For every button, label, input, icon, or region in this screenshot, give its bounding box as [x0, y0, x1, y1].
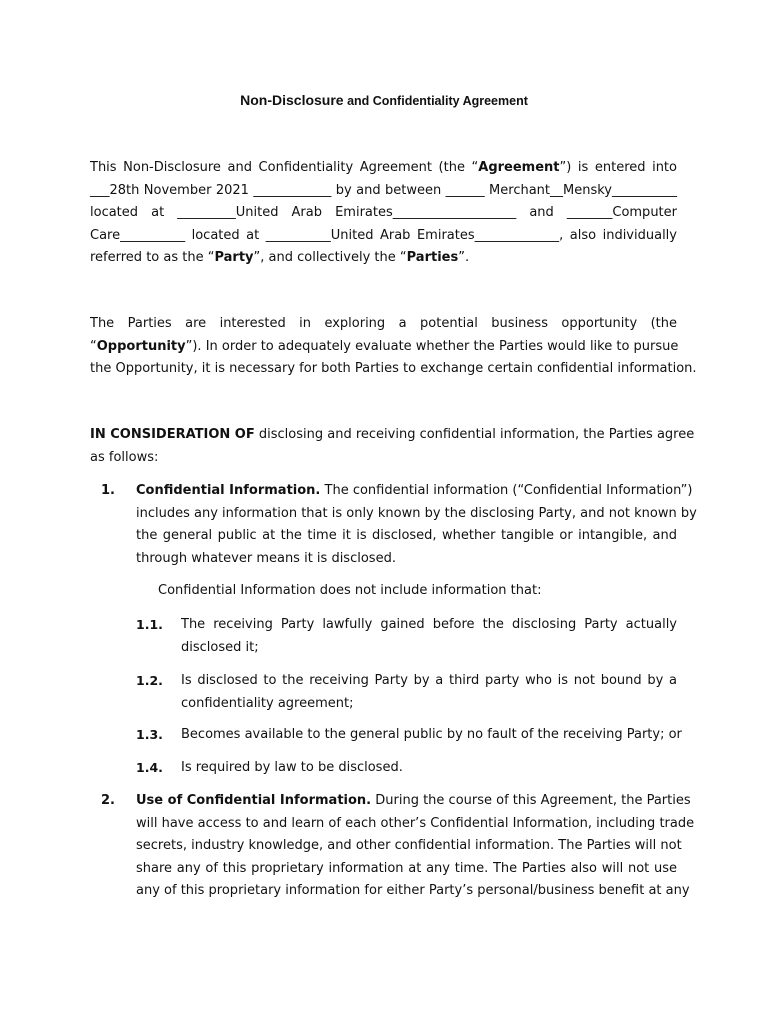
clause-1-4-number: 1.4.: [136, 760, 163, 775]
opportunity-line-1: The Parties are interested in exploring a potential business opportunity (the: [90, 316, 677, 331]
document-title: [0, 92, 768, 108]
section-2-body: [136, 790, 695, 903]
clause-1-2: [181, 670, 677, 715]
consideration-line-1: [90, 424, 695, 447]
section-1-line-4: through whatever means it is disclosed.: [136, 550, 396, 566]
section-1-line-1: [136, 480, 693, 503]
section-2-line-1: [136, 790, 691, 813]
clause-1-2-line-1: Is disclosed to the receiving Party by a third party who is not bound by a: [181, 673, 677, 688]
consideration-line-2: as follows:: [90, 449, 159, 465]
intro-text-c: ”) is entered into: [559, 160, 677, 175]
opportunity-line-2: [90, 336, 677, 359]
opportunity-quote-open: “: [90, 338, 97, 354]
opportunity-line-3: the Opportunity, it is necessary for both Parties to exchange certain confidential information.: [90, 361, 697, 376]
section-2-line-5: any of this proprietary information for either Party’s personal/business benefit at any: [136, 883, 690, 898]
intro-text-a: This Non-Disclosure and Confidentiality Agreement (the “: [90, 160, 479, 175]
intro-line-2: ___28th November 2021 ____________ by and between ______ Merchant__Mensky__________: [90, 182, 677, 198]
consideration-heading: IN CONSIDERATION OF: [90, 427, 255, 442]
section-2-line-3: secrets, industry knowledge, and other confidential information. The Parties will not: [136, 838, 682, 853]
consideration-paragraph: [90, 424, 695, 469]
intro-line-1: [90, 157, 677, 180]
opportunity-paragraph: [90, 313, 697, 381]
clause-1-1-line-1: The receiving Party lawfully gained before the disclosing Party actually: [181, 617, 677, 632]
agreement-term: Agreement: [478, 160, 560, 175]
parties-term: Parties: [406, 250, 459, 265]
intro-text-5a: referred to as the “: [90, 250, 215, 265]
intro-text-5e: ”.: [458, 250, 470, 265]
clause-1-3: [181, 724, 682, 747]
clause-1-4: [181, 757, 677, 780]
section-1-heading: Confidential Information.: [136, 483, 321, 498]
exclusion-intro: Confidential Information does not include information that:: [158, 583, 542, 598]
opportunity-term: Opportunity: [96, 338, 186, 354]
intro-line-3: located at _________United Arab Emirates___________________ and _______Computer: [90, 205, 677, 220]
section-2-number: 2.: [101, 793, 115, 808]
title-part-2: and Confidentiality Agreement: [343, 94, 528, 108]
intro-line-4: Care__________ located at __________United Arab Emirates_____________, also individually: [90, 227, 677, 243]
section-2-heading: Use of Confidential Information.: [136, 793, 372, 808]
intro-text-5c: ”, and collectively the “: [253, 250, 407, 265]
party-term: Party: [214, 250, 254, 265]
section-2-line-4: share any of this proprietary information at any time. The Parties also will not use: [136, 860, 677, 876]
section-1-line-3: the general public at the time it is disclosed, whether tangible or intangible, and: [136, 528, 677, 543]
opportunity-text: ”). In order to adequately evaluate whether the Parties would like to pursue: [185, 338, 679, 354]
section-1-line-2: includes any information that is only known by the disclosing Party, and not known by: [136, 505, 697, 521]
clause-1-2-number: 1.2.: [136, 673, 163, 688]
section-1-text: The confidential information (“Confidential Information”): [320, 483, 693, 498]
section-1-body: [136, 480, 697, 570]
clause-1-3-number: 1.3.: [136, 727, 163, 742]
clause-1-4-line-1: Is required by law to be disclosed.: [181, 760, 403, 775]
section-2-text: During the course of this Agreement, the Parties: [371, 793, 691, 808]
clause-1-2-line-2: confidentiality agreement;: [181, 695, 354, 711]
intro-line-5: [90, 247, 677, 270]
clause-1-1: [181, 614, 677, 659]
consideration-text: disclosing and receiving confidential information, the Parties agree: [254, 427, 695, 442]
intro-paragraph: [90, 157, 677, 270]
clause-1-1-number: 1.1.: [136, 617, 163, 632]
clause-1-1-line-2: disclosed it;: [181, 639, 259, 655]
section-2-line-2: will have access to and learn of each other’s Confidential Information, including trade: [136, 815, 695, 831]
clause-1-3-line-1: Becomes available to the general public by no fault of the receiving Party; or: [181, 727, 682, 742]
section-1-number: 1.: [101, 483, 115, 498]
title-part-1: Non-Disclosure: [240, 92, 344, 108]
